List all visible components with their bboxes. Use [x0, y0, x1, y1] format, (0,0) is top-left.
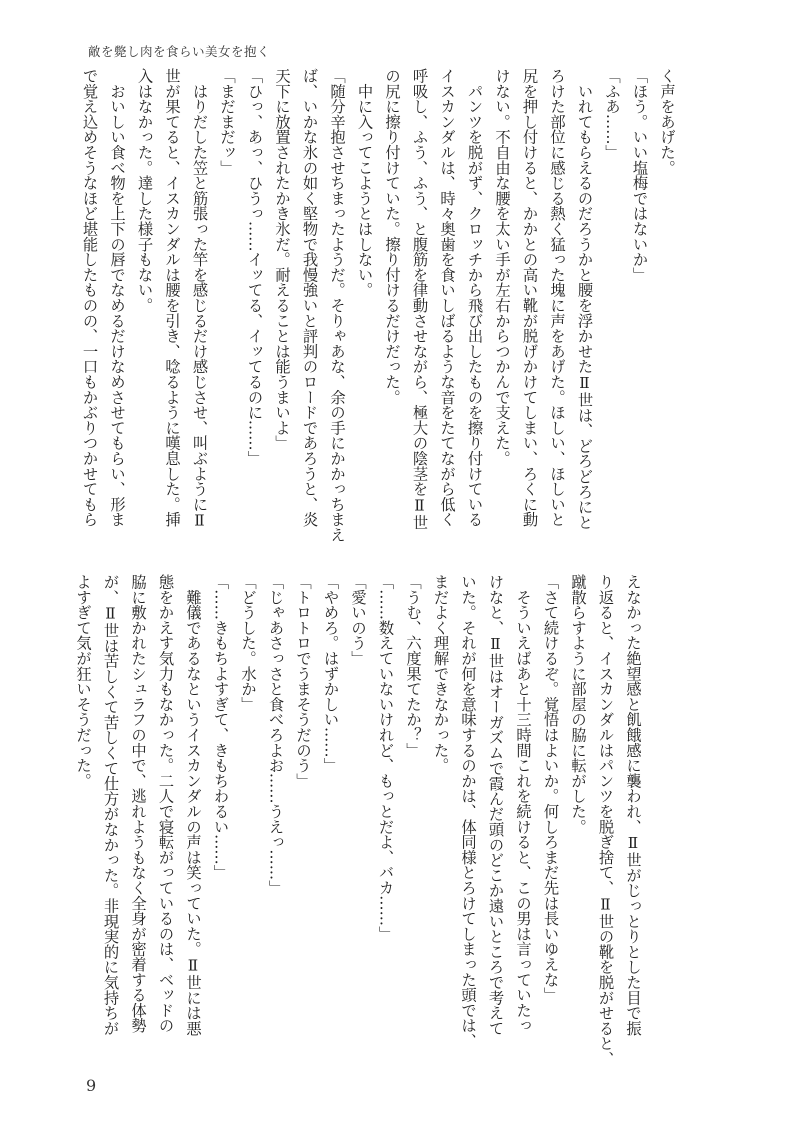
text-column: 尻を押し付けると、かかとの高い靴が脱げかけてしまい、ろくに動	[520, 68, 539, 527]
running-header: 敵を斃し肉を食らい美女を抱く	[88, 44, 271, 59]
text-column: 中に入ってこようとはしない。	[355, 68, 374, 298]
text-column: 「やめろ。はずかしい……」	[321, 574, 340, 773]
text-column: おいしい食べ物を上下の唇でなめるだけなめさせてもらい、形ま	[108, 68, 126, 527]
text-column: 天下に放置されたかき氷だ。耐えることは能うまいよ」	[273, 68, 291, 451]
text-column: 蹴散らすように部屋の脇に転がした。	[569, 574, 587, 835]
text-column: えなかった絶望感と飢餓感に襲われ、Ⅱ世がじっとりとした目で振	[624, 574, 642, 1036]
text-column: 「さて続けるぞ。覚悟はよいか。何しろまだ先は長いゆえな」	[541, 574, 560, 1003]
text-column: 「随分辛抱させちまったようだ。そりゃあな、余の手にかかっちまえ	[328, 68, 346, 543]
text-column: いた。それが何を意味するのかは、体同様とろけてしまった頭では、	[459, 574, 477, 1049]
text-column: そういえばあと十三時間これを続けると、この男は言っていたっ	[514, 574, 532, 1033]
text-column: イスカンダルは、時々奥歯を食いしばるような音をたてながら低く	[438, 68, 456, 527]
text-column: が、Ⅱ世は苦しくて苦しくて仕方がなかった。非現実的に気持ちが	[101, 574, 120, 1036]
text-column: 「ふあ……」	[603, 68, 621, 160]
text-column: 世が果てると、イスカンダルは腰を引き、唸るように嘆息した。挿	[163, 68, 181, 527]
text-column: 「じゃあさっさと食べろよお……うえっ……」	[266, 574, 285, 896]
text-column: 「ひっ、あっ、ひうっ……イッてる、イッてるのに……」	[245, 68, 264, 466]
text-column: の尻に擦り付けていた。擦り付けるだけだった。	[383, 68, 401, 405]
text-column: けなと、Ⅱ世はオーガズムで霞んだ頭のどこか遠いところで考えて	[486, 574, 505, 1036]
text-column: パンツを脱がず、クロッチから飛び出したものを擦り付けている	[465, 68, 484, 527]
text-column: ば、いかな氷の如く堅物で我慢強いと評判のロードであろうと、炎	[300, 68, 319, 527]
text-column: まだよく理解できなかった。	[431, 574, 450, 773]
text-column: 「まだまだッ」	[218, 68, 236, 176]
text-column: 「どうした。水か」	[239, 574, 257, 712]
text-column: 「ほう。いい塩梅ではないか」	[630, 68, 649, 283]
text-column: はりだした笠と筋張った竿を感じるだけ感じさせ、叫ぶようにⅡ	[190, 68, 209, 530]
text-column: 呼吸し、ふう、ふう、と腹筋を律動させながら、極大の陰茎をⅡ世	[410, 68, 429, 530]
text-column: いれてもらえるのだろうかと腰を浮かせたⅡ世は、どろどろにと	[575, 68, 594, 530]
text-column: 「うむ、六度果てたか？」	[404, 574, 422, 758]
text-column: く声をあげた。	[658, 68, 676, 176]
page-number: 9	[86, 1076, 97, 1095]
text-column: 入はなかった。達した様子もない。	[135, 68, 154, 313]
text-column: 態をかえす気力もなかった。二人で寝転がっているのは、ベッドの	[156, 574, 175, 1033]
text-column: 「……きもちよすぎて、きもちわるい……」	[211, 574, 230, 880]
text-column: けない。不自由な腰を太い手が左右からつかんで支えた。	[493, 68, 511, 466]
text-column: で覚え込めそうなほど堪能したものの、一口もかぶりつかせてもら	[80, 68, 99, 527]
text-column: 「トロトロでうまそうだのう」	[294, 574, 312, 789]
text-column: よすぎて気が狂いそうだった。	[74, 574, 92, 789]
text-column: 脇に敷かれたシュラフの中で、逃れようもなく全身が密着する体勢	[129, 574, 147, 1033]
text-column: 難儀であるなというイスカンダルの声は笑っていた。Ⅱ世には悪	[184, 574, 202, 1036]
text-block-upper	[0, 68, 800, 543]
text-column: ろけた部位に感じる熱く猛った塊に声をあげた。ほしい、ほしいと	[548, 68, 566, 527]
text-column: 「……数えていないけれど、もっとだよ、バカ……」	[376, 574, 395, 942]
text-block-lower	[0, 574, 800, 1067]
text-column: り返ると、イスカンダルはパンツを脱ぎ捨て、Ⅱ世の靴を脱がせると、	[596, 574, 615, 1067]
text-column: 「愛いのう」	[349, 574, 367, 666]
